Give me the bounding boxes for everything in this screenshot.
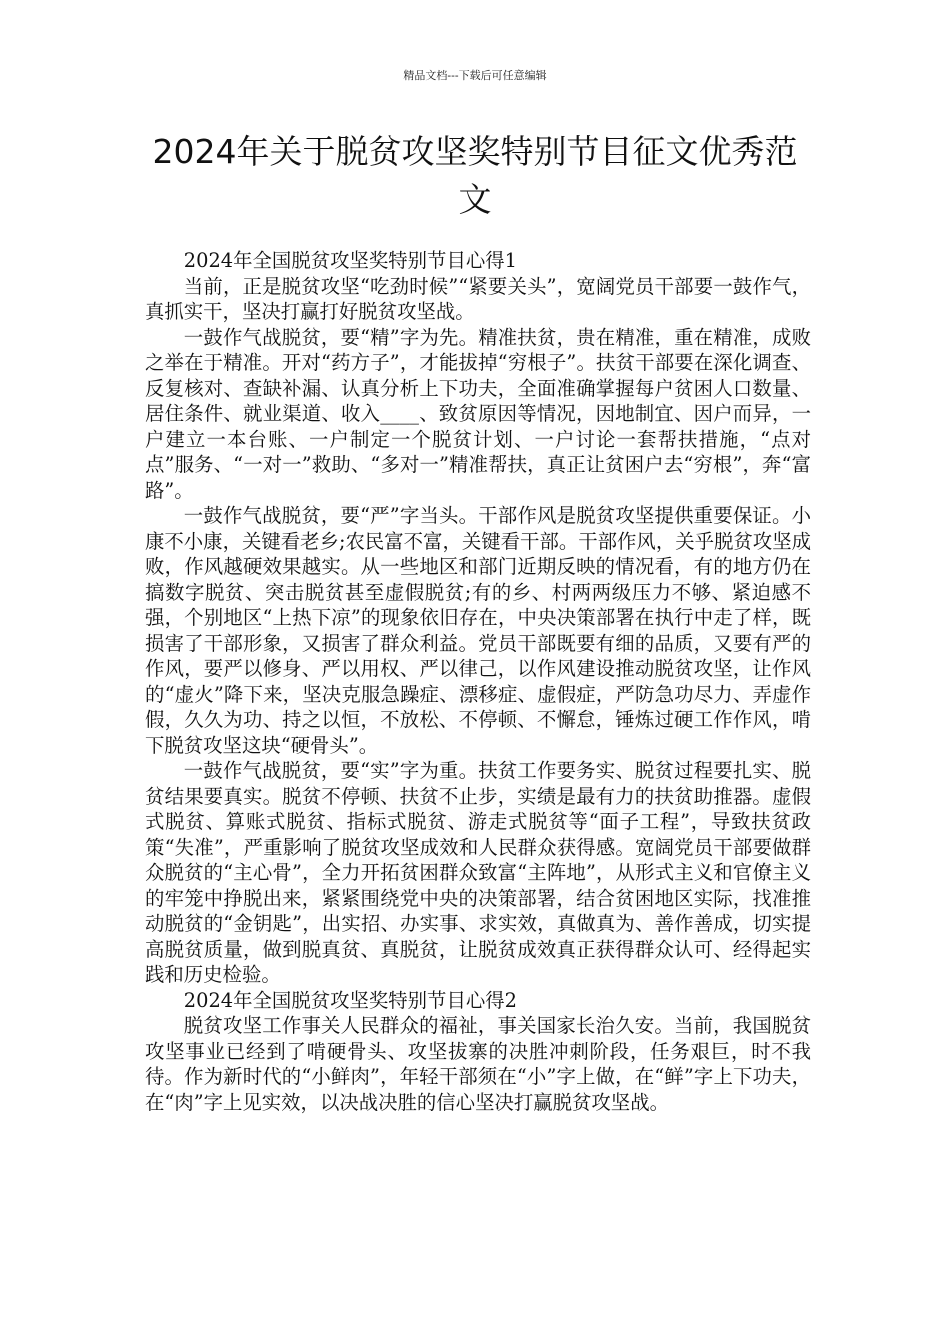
section-heading-2: 2024年全国脱贫攻坚奖特别节目心得2	[183, 988, 517, 1012]
document-body	[145, 248, 811, 1115]
paragraph: 脱贫攻坚工作事关人民群众的福祉，事关国家长治久安。当前，我国脱贫攻坚事业已经到了啃硬骨头、攻坚拔寨的决胜冲刺阶段，任务艰巨，时不我待。作为新时代的“小鲜肉”，年轻干部须在“小”字上做，在“鲜”字上下功夫，在“肉”字上见实效，以决战决胜的信心坚决打赢脱贫攻坚战。	[145, 1014, 811, 1114]
document-title: 2024年关于脱贫攻坚奖特别节目征文优秀范文	[152, 132, 798, 219]
paragraph: 一鼓作气战脱贫，要“实”字为重。扶贫工作要务实、脱贫过程要扎实、脱贫结果要真实。脱贫不停顿、扶贫不止步，实绩是最有力的扶贫助推器。虚假式脱贫、算账式脱贫、指标式脱贫、游走式脱贫等“面子工程”，导致扶贫政策“失准”，严重影响了脱贫攻坚成效和人民群众获得感。宽阔党员干部要做群众脱贫的“主心骨”，全力开拓贫困群众致富“主阵地”，从形式主义和官僚主义的牢笼中挣脱出来，紧紧围绕党中央的决策部署，结合贫困地区实际，找准推动脱贫的“金钥匙”，出实招、办实事、求实效，真做真为、善作善成，切实提高脱贫质量，做到脱真贫、真脱贫，让脱贫成效真正获得群众认可、经得起实践和历史检验。	[145, 759, 811, 986]
paragraph: 当前，正是脱贫攻坚“吃劲时候”“紧要关头”，宽阔党员干部要一鼓作气，真抓实干，坚决打赢打好脱贫攻坚战。	[145, 274, 811, 323]
section-heading-1: 2024年全国脱贫攻坚奖特别节目心得1	[183, 249, 517, 272]
paragraph: 一鼓作气战脱贫，要“严”字当头。干部作风是脱贫攻坚提供重要保证。小康不小康，关键看老乡;农民富不富，关键看干部。干部作风，关乎脱贫攻坚成败，作风越硬效果越实。从一些地区和部门近期反映的情况看，有的地方仍在搞数字脱贫、突击脱贫甚至虚假脱贫;有的乡、村两两级压力不够、紧迫感不强，个别地区“上热下凉”的现象依旧存在，中央决策部署在执行中走了样，既损害了干部形象，又损害了群众利益。党员干部既要有细的品质，又要有严的作风，要严以修身、严以用权、严以律己，以作风建设推动脱贫攻坚，让作风的“虚火”降下来，坚决克服急躁症、漂移症、虚假症，严防急功尽力、弄虚作假，久久为功、持之以恒，不放松、不停顿、不懈怠，锤炼过硬工作作风，啃下脱贫攻坚这块“硬骨头”。	[145, 504, 811, 757]
paragraph: 一鼓作气战脱贫，要“精”字为先。精准扶贫，贵在精准，重在精准，成败之举在于精准。开对“药方子”，才能拔掉“穷根子”。扶贫干部要在深化调查、反复核对、查缺补漏、认真分析上下功夫，全面准确掌握每户贫困人口数量、居住条件、就业渠道、收入____、致贫原因等情况，因地制宜、因户而异，一户建立一本台账、一户制定一个脱贫计划、一户讨论一套帮扶措施，“点对点”服务、“一对一”救助、“多对一”精准帮扶，真正让贫困户去“穷根”，奔“富路”。	[145, 325, 811, 502]
header-note: 精品文档---下载后可任意编辑	[403, 69, 547, 82]
